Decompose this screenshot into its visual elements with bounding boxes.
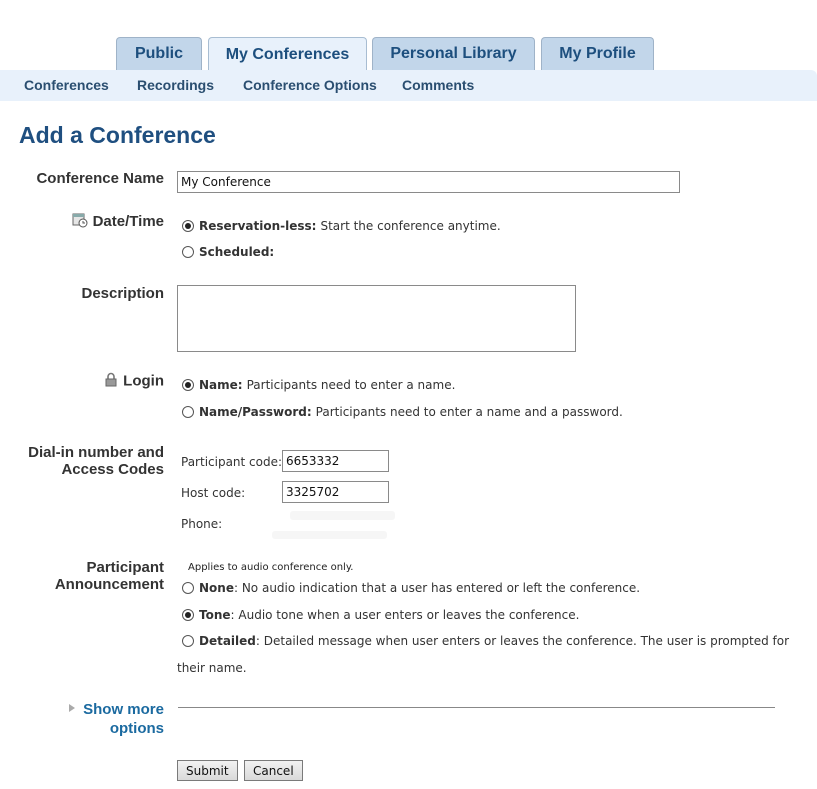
dial-in-label-line2: Access Codes (61, 461, 164, 478)
announcement-none-desc: : No audio indication that a user has entered or left the conference. (233, 581, 641, 595)
announcement-none-radio[interactable] (182, 582, 194, 594)
host-code-input[interactable] (282, 481, 389, 503)
announcement-detailed-title: Detailed (199, 634, 256, 648)
sub-navigation (0, 70, 817, 101)
phone-label: Phone: (181, 517, 223, 531)
announcement-label-line2: Announcement (54, 576, 164, 593)
phone-number-redacted-2 (272, 531, 387, 539)
date-time-label-text: Date/Time (92, 212, 164, 230)
subnav-conference-options[interactable]: Conference Options (243, 77, 377, 93)
submit-button[interactable]: Submit (177, 760, 238, 781)
reservation-less-title: Reservation-less: (199, 219, 317, 233)
login-name-password-desc: Participants need to enter a name and a password. (315, 405, 623, 419)
login-name-title: Name: (199, 378, 243, 392)
phone-number-redacted (290, 511, 395, 520)
announcement-tone-radio[interactable] (182, 609, 194, 621)
announcement-detailed-option[interactable] (182, 634, 789, 648)
announcement-detailed-desc: : Detailed message when user enters or leaves the conference. The user is prompted for (255, 634, 790, 648)
announcement-label-line1: Participant (86, 559, 164, 576)
scheduled-option[interactable] (182, 245, 278, 259)
page-title: Add a Conference (19, 122, 216, 148)
host-code-label: Host code: (181, 486, 246, 500)
main-tabs (0, 37, 817, 71)
description-textarea[interactable] (177, 285, 576, 352)
announcement-detailed-radio[interactable] (182, 635, 194, 647)
tab-personal-library[interactable]: Personal Library (372, 37, 535, 70)
dial-in-label (28, 444, 164, 478)
reservation-less-radio[interactable] (182, 220, 194, 232)
announcement-tone-title: Tone (199, 608, 231, 622)
login-name-desc: Participants need to enter a name. (246, 378, 456, 392)
description-label: Description (81, 285, 164, 302)
login-name-radio[interactable] (182, 379, 194, 391)
participant-code-label: Participant code: (181, 455, 283, 469)
cancel-button[interactable]: Cancel (244, 760, 303, 781)
reservation-less-desc: Start the conference anytime. (320, 219, 501, 233)
dial-in-label-line1: Dial-in number and (28, 444, 164, 461)
show-more-options-link[interactable] (83, 700, 164, 738)
login-name-password-option[interactable] (182, 405, 623, 419)
announcement-tone-option[interactable] (182, 608, 579, 622)
lock-icon (104, 372, 118, 391)
announcement-note: Applies to audio conference only. (188, 562, 354, 573)
participant-code-input[interactable] (282, 450, 389, 472)
show-more-line1: Show more (83, 701, 164, 718)
subnav-conferences[interactable]: Conferences (24, 77, 109, 93)
announcement-none-title: None (199, 581, 234, 595)
login-label (104, 372, 164, 391)
calendar-clock-icon (72, 212, 88, 232)
show-more-line2: options (109, 720, 164, 737)
login-name-password-title: Name/Password: (199, 405, 312, 419)
scheduled-radio[interactable] (182, 246, 194, 258)
section-divider (178, 707, 775, 708)
subnav-recordings[interactable]: Recordings (137, 77, 215, 93)
conference-name-label: Conference Name (36, 170, 164, 187)
scheduled-title: Scheduled: (199, 245, 275, 259)
reservation-less-option[interactable] (182, 219, 501, 233)
date-time-label (72, 212, 164, 232)
subnav-comments[interactable]: Comments (402, 77, 475, 93)
tab-my-profile[interactable]: My Profile (541, 37, 654, 70)
announcement-none-option[interactable] (182, 581, 640, 595)
announcement-tone-desc: : Audio tone when a user enters or leaves the conference. (230, 608, 580, 622)
login-name-password-radio[interactable] (182, 406, 194, 418)
tab-my-conferences[interactable]: My Conferences (208, 37, 367, 71)
login-label-text: Login (123, 372, 164, 390)
announcement-label (55, 559, 164, 593)
announcement-detailed-desc-wrap: their name. (177, 661, 247, 675)
login-name-option[interactable] (182, 378, 455, 392)
tab-public[interactable]: Public (116, 37, 202, 70)
expand-triangle-icon[interactable] (69, 704, 75, 712)
conference-name-input[interactable] (177, 171, 680, 193)
